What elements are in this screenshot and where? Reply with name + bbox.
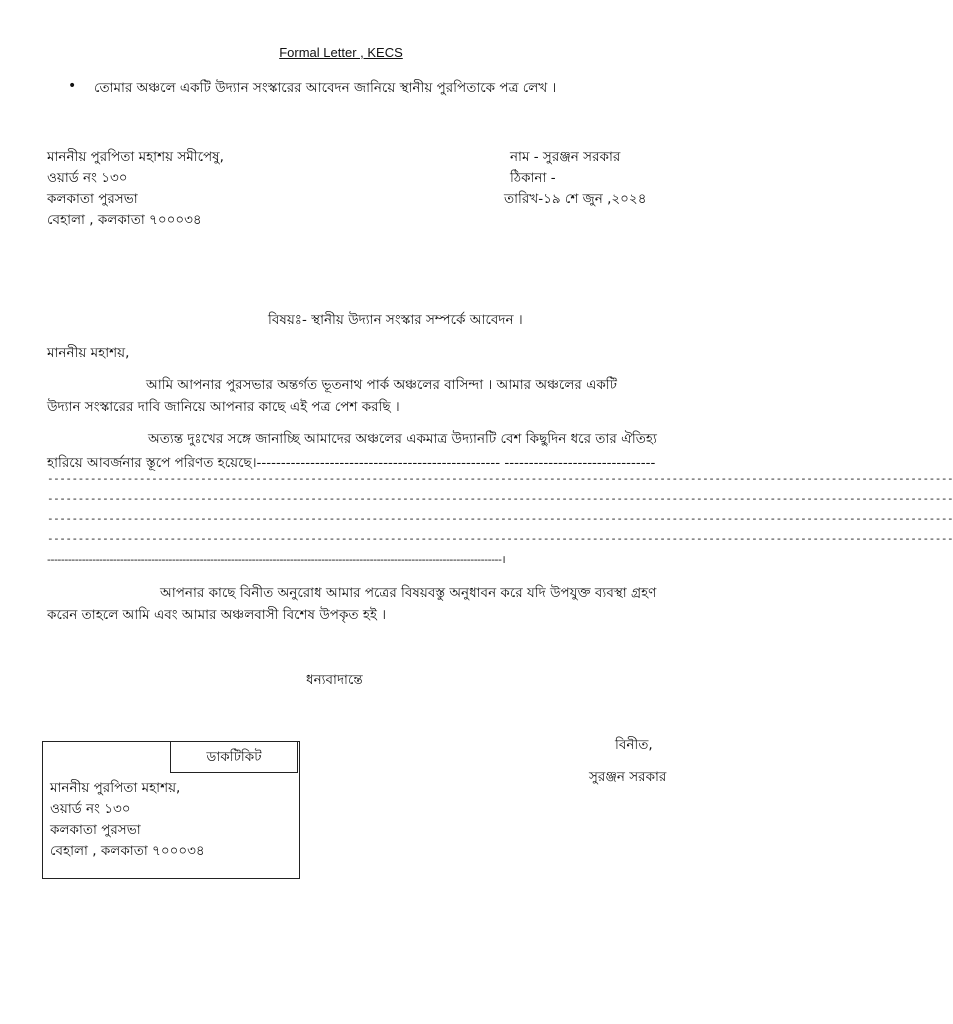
recipient-line: ওয়ার্ড নং ১৩০ (47, 170, 128, 186)
recipient-line: বেহালা , কলকাতা ৭০০০৩৪ (47, 212, 202, 228)
paragraph-2-line-2: হারিয়ে আবর্জনার স্তূপে পরিণত হয়েছে।-------------------------------------------------- ------------------------------- (47, 455, 656, 471)
filler-dash-line: ---------------------------------------------------------------------------------------------------------------------------------------------------- (47, 472, 953, 485)
recipient-line: মাননীয় পুরপিতা মহাশয় সমীপেষু, (47, 149, 224, 165)
bullet-icon: • (68, 78, 77, 94)
stamp-label: ডাকটিকিট (206, 748, 262, 765)
filler-dash-line: ---------------------------------------------------------------------------------------------------------------------------------------------------- (47, 532, 953, 545)
paragraph-1-line-1: আমি আপনার পুরসভার অন্তর্গত ভূতনাথ পার্ক অঞ্চলের বাসিন্দা । আমার অঞ্চলের একটি (146, 377, 618, 393)
envelope-line: কলকাতা পুরসভা (50, 822, 141, 838)
envelope-address (50, 778, 205, 862)
recipient-address (47, 147, 224, 231)
paragraph-3-line-2: করেন তাহলে আমি এবং আমার অঞ্চলবাসী বিশেষ উপকৃত হই । (47, 607, 387, 623)
stamp-box (170, 741, 298, 773)
letter-date: তারিখ-১৯ শে জুন ,২০২৪ (504, 191, 647, 207)
closing-thanks: ধন্যবাদান্তে (306, 672, 363, 688)
sender-block (504, 147, 646, 210)
sender-name: নাম - সুরঞ্জন সরকার (510, 149, 621, 165)
paragraph-1-line-2: উদ্যান সংস্কারের দাবি জানিয়ে আপনার কাছে এই পত্র পেশ করছি । (47, 399, 400, 415)
paragraph-2-line-1: অত্যন্ত দুঃখের সঙ্গে জানাচ্ছি আমাদের অঞ্চলের একমাত্র উদ্যানটি বেশ কিছুদিন ধরে তার ঐতিহ্য (148, 431, 657, 447)
question-text: তোমার অঞ্চলে একটি উদ্যান সংস্কারের আবেদন জানিয়ে স্থানীয় পুরপিতাকে পত্র লেখ । (94, 80, 557, 96)
filler-dash-line: ---------------------------------------------------------------------------------------------------------------------------------------------------- (47, 492, 953, 505)
closing-yours: বিনীত, (615, 737, 653, 753)
envelope-line: বেহালা , কলকাতা ৭০০০৩৪ (50, 843, 205, 859)
signature: সুরঞ্জন সরকার (589, 769, 667, 785)
document-title: Formal Letter , KECS (279, 45, 403, 60)
envelope-line: ওয়ার্ড নং ১৩০ (50, 801, 131, 817)
paragraph-3-line-1: আপনার কাছে বিনীত অনুরোধ আমার পত্রের বিষয়বস্তু অনুধাবন করে যদি উপযুক্ত ব্যবস্থা গ্রহণ (160, 585, 657, 601)
filler-dash-line: ---------------------------------------------------------------------------------------------------------------------------------------------------- (47, 512, 953, 525)
envelope-line: মাননীয় পুরপিতা মহাশয়, (50, 780, 181, 796)
filler-dash-line-last: -----------------------------------------------------------------------------------------------------------------------------------। (47, 553, 506, 566)
sender-address: ঠিকানা - (510, 170, 556, 186)
subject-line: বিষয়ঃ- স্থানীয় উদ্যান সংস্কার সম্পর্কে আবেদন । (268, 312, 523, 328)
recipient-line: কলকাতা পুরসভা (47, 191, 138, 207)
salutation: মাননীয় মহাশয়, (47, 345, 130, 361)
